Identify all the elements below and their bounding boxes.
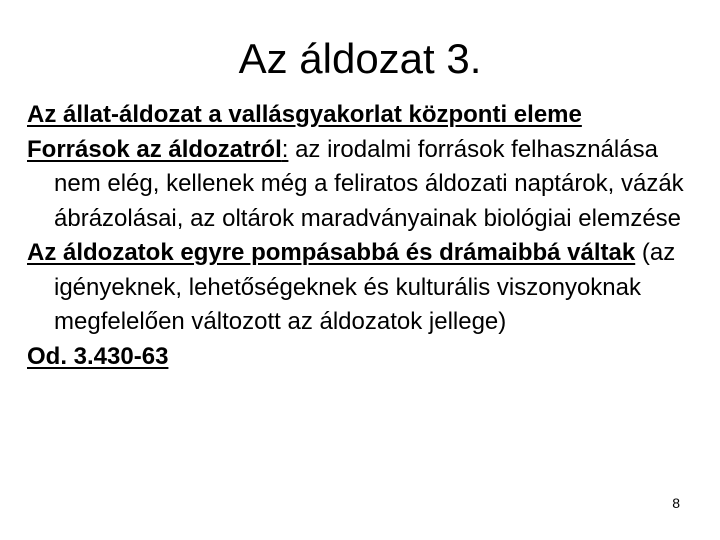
paragraph-2-heading: Források az áldozatról bbox=[27, 135, 282, 163]
paragraph-pompous-sacrifices bbox=[27, 236, 707, 340]
paragraph-1-heading: Az állat-áldozat a vallásgyakorlat központi eleme bbox=[27, 101, 582, 128]
page-number: 8 bbox=[672, 495, 680, 511]
paragraph-sources bbox=[27, 133, 707, 237]
paragraph-3-text: (az igényeknek, lehetőségeknek és kulturális viszonyoknak megfelelően változott az áldozatok jellege) bbox=[54, 239, 676, 335]
paragraph-sacrifice-central bbox=[27, 98, 707, 133]
slide-body bbox=[27, 98, 707, 374]
paragraph-odyssey-reference bbox=[27, 340, 707, 375]
slide-title: Az áldozat 3. bbox=[238, 35, 482, 82]
paragraph-3-heading: Az áldozatok egyre pompásabbá és drámaibbá váltak bbox=[27, 239, 636, 266]
paragraph-2-colon: : bbox=[281, 135, 289, 163]
paragraph-4-heading: Od. 3.430-63 bbox=[27, 342, 169, 370]
paragraph-2-text: az irodalmi források felhasználása nem elég, kellenek még a feliratos áldozati naptárok, vázák ábrázolásai, az oltárok maradványainak biológiai elemzése bbox=[54, 135, 684, 232]
